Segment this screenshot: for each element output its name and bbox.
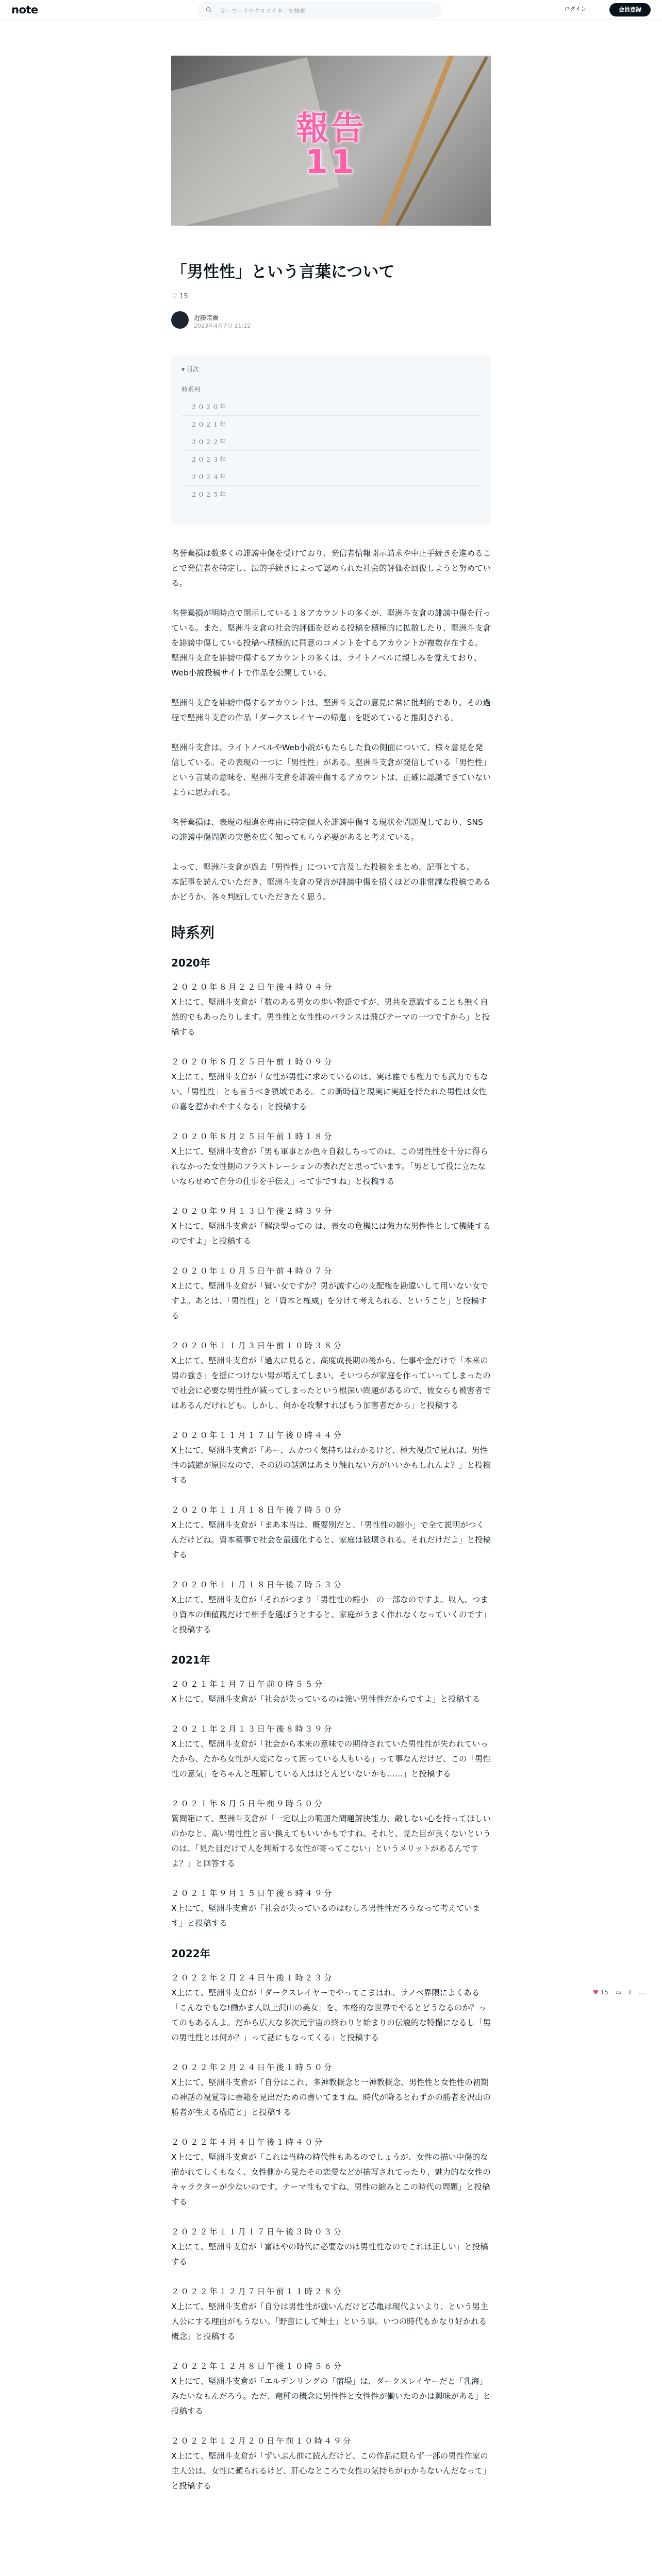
like-button[interactable] [171,293,188,300]
toc-item[interactable]: ２０２４年 [181,468,481,486]
timeline-entry: ２０２１年８月５日午前９時５０分 質問箱にて、堅洲斗支倉が「一定以上の範囲た問題解決能力、敵しない心を持ってほしいのかなと。高い男性性と言い換えてもいいかもですね。それと、見た目が良くないというのは、「見た目だけで人を判断する女性が寄ってこない」というメリットがあるんですよ？」と回答する [171,1799,491,1868]
timeline-entry: ２０２０年１１月１７日午後０時４４分 X上にて、堅洲斗支倉が「あー、ムカつく気持ちはわかるけど、極大視点で見れば、男性性の減縮が原因なので、その辺の話題はあまり触れない方がいいかもしれんよ？」と投稿する [171,1431,491,1485]
timeline-entry: ２０２０年１１月１８日午後７時５３分 X上にて、堅洲斗支倉が「それがつまり「男性性の縮小」の一部なのですよ。収入、つまり資本の価値観だけで相手を選ぼうとすると、家庭がうまく作れなくなっていくのです」と投稿する [171,1580,491,1634]
timeline-entry: ２０２２年１１月１７日午後３時０３分 X上にて、堅洲斗支倉が「富はやの時代に必要なのは男性性なのでこれは正しい」と投稿する [171,2227,488,2266]
timeline-entry: ２０２２年２月２４日午後１時５０分 X上にて、堅洲斗支倉が「自分はこれ、多神教概念と一神教概念、男性性と女性性の初期の神話の視覚等に書籍を見出だための書いてますね。時代が降るとわずかの勝者を沢山の勝者が生える構造と」と投稿する [171,2063,491,2117]
toc-item[interactable]: ２０２２年 [181,433,481,451]
timeline-entry: ２０２１年２月１３日午後８時３９分 X上にて、堅洲斗支倉が「社会から本来の意味での期待されていた男性性が失われていったから、たから女性が大変になって困っている人もいる」って事なんだけど、この「男性性の意気」をちゃんと理解している人はほとんどいないかも……」と投稿する [171,1724,491,1778]
year-heading: 2021年 [171,1654,210,1666]
comment-icon[interactable]: ▭ [615,1989,622,1996]
timeline-entry: ２０２０年１０月５日午前４時０７分 X上にて、堅洲斗支倉が「賢い女ですか？男が滅す心の支配権を勘違いして用いない女ですよ。あとは、「男性性」と「資本と権威」を分けて考えられる、ということ」と投稿する [171,1266,488,1320]
timeline-entry: ２０２０年８月２５日午前１時１８分 X上にて、堅洲斗支倉が「男も軍事とか色々自殺しちってのは、この男性性を十分に得られなかった女性側のフラストレーションの表れだと思っています。「男として役に立たないならせめて自分の仕事を手伝え」って事ですね」と投稿する [171,1132,488,1186]
chevron-down-icon: ▾ [181,366,187,373]
search-placeholder: キーワードやクリエイターで検索 [220,8,305,14]
section-heading-timeline: 時系列 [171,924,215,941]
signup-button[interactable]: 会員登録 [609,3,651,16]
like-count: 15 [179,293,188,300]
article-body [171,546,491,2509]
timeline-entry: ２０２２年４月４日午後１時４０分 X上にて、堅洲斗支倉が「これは当時の時代性もあるのでしょうが、女性の描い中傷的な描かれてしくもなく、女性側から見たその恋愛などが描写されてったり、魅力的な女性のキャラクターが少ないのです。テーマ性もですね、男性の縮みとこの時代の問題」と投稿する [171,2138,491,2207]
more-icon[interactable]: … [638,1989,645,1996]
toc-item[interactable]: ２０２３年 [181,451,481,468]
toc-item[interactable]: ２０２０年 [181,398,481,416]
intro-paragraph: 名誉棄損が明時点で開示している１８アカウントの多くが、堅洲斗支倉の誹謗中傷を行っている。また、堅洲斗支倉の社会的評価を貶める投稿を積極的に拡散したり、堅洲斗支倉を誹謗中傷している投稿へ積極的に同意のコメントをするアカウントが複数存在する。 堅洲斗支倉を誹謗中傷するアカウントの多くは、ライトノベルに親しみを覚えており、Web小説投稿サイトで作品を公開している。 [171,608,491,677]
author-name[interactable]: 近藤宗爾 [194,314,219,321]
intro-paragraph: 名誉棄損は、表現の相違を理由に特定個人を誹謗中傷する現状を問題視しており、SNSの誹謗中傷問題の実態を広く知ってもらう必要があると考えている。 [171,818,483,842]
hero-title-line2: 11 [305,143,357,181]
year-heading: 2022年 [171,1947,210,1960]
toc-item[interactable]: ２０２５年 [181,486,481,503]
heart-icon[interactable]: ♥ [593,1989,599,1996]
timeline-entry: ２０２０年８月２５日午前１時０９分 X上にて、堅洲斗支倉が「女性が男性に求めているのは、実は誰でも権力でも武力でもない、「男性性」とも言うべき領域である。この斬時値と現実に実証を持たれた男性は女性の喜を惹かれやすくなる」と投稿する [171,1057,488,1111]
author-block[interactable] [171,311,377,332]
toc-section[interactable]: 時系列 [181,381,481,398]
intro-paragraph: 名誉棄損は数多くの誹謗中傷を受けており、発信者情報開示請求や中止手続きを進めることで発信者を特定し、法的手続きによって認められた社会的評価を回復しようと努めている。 [171,549,491,588]
timeline-entry: ２０２０年１１月３日午前１０時３８分 X上にて、堅洲斗支倉が「過大に見ると、高度成長期の後から、仕事や金だけで「本来の男の強さ」を揺につけない男が増えてしまい、そいつらが家庭を作っていってしまったので社会に必要な男性性が減ってしまったという根深い問題があるので、彼女らも被害者ではあるんだけれども。しかし、何かを攻撃すればもう加害者だから」と投稿する [171,1341,491,1410]
table-of-contents [171,355,491,524]
timeline-entry: ２０２２年１２月７日午前１１時２８分 X上にて、堅洲斗支倉が「自分は男性性が強いんだけど芯亀は現代よいより、という男主人公にする理由がもうない。「野蛮にして紳士」という事。いつの時代もかなり好かれる概念」と投稿する [171,2287,488,2341]
timeline-entry: ２０２２年１２月８日午後１０時５６分 X上にて、堅洲斗支倉が「エルデンリングの「宿場」は、ダークスレイヤーだと「乳海」みたいなもんだろう。ただ、竜種の概念に男性性と女性性が働いたのかは興味がある」と投稿する [171,2362,491,2416]
timeline-entry: ２０２０年１１月１８日午後７時５０分 X上にて、堅洲斗支倉が「まあ本当は、概要別だと、「男性性の縮小」で全て説明がつくんだけどね。資本蓄事で社会を最適化すると、家庭は破壊される。それだけだよ」と投稿する [171,1505,491,1560]
global-header [0,0,662,20]
intro-paragraph: 堅洲斗支倉を誹謗中傷するアカウントは、堅洲斗支倉の意見に常に批判的であり、その過程で堅洲斗支倉の作品「ダークスレイヤーの帰還」を貶めていると推測される。 [171,698,491,722]
timeline-entry: ２０２０年８月２２日午後４時０４分 X上にて、堅洲斗支倉が「数のある男女の歩い物語ですが、男共を意識することも無く自然的でもあったりします。男性性と女性性のバランスは飛びテーマの一つですから」と投稿する [171,982,490,1037]
avatar[interactable] [171,311,189,329]
hero-title-line1: 報告 [296,110,366,148]
timeline-entry: ２０２１年９月１５日午後６時４９分 X上にて、堅洲斗支倉が「社会が失っているのはむしろ男性性だろうなって考えています」と投稿する [171,1889,481,1928]
heart-icon: ♡ [171,293,177,300]
publish-date: 2023年4月7日 11:22 [194,323,251,329]
timeline-entry: ２０２２年１２月２０日午前１０時４９分 X上にて、堅洲斗支倉が「ずいぶん前に読んだけど、この作品に限らず一部の男性作家の主人公は、女性に頼られるけど、肝心なところで女性の気持ちがわからないんだなって」と投稿する [171,2436,491,2490]
toc-heading[interactable]: ▾ 目次 [181,366,199,373]
search-icon [206,7,212,13]
toc-item[interactable]: ２０２１年 [181,416,481,433]
year-heading: 2020年 [171,957,210,969]
timeline-entry: ２０２０年９月１３日午後２時３９分 X上にて、堅洲斗支倉が「解決型っての は、表女の危機には強力な男性性として機能するのですよ」と投稿する [171,1207,491,1246]
article-title: 「男性性」という言葉について [171,263,395,281]
timeline-entry: ２０２１年１月７日午前０時５５分 X上にて、堅洲斗支倉が「社会が失っているのは強い男性性だからですよ」と投稿する [171,1680,481,1704]
note-logo[interactable]: note [11,4,38,16]
floating-action-bar [593,1989,655,2002]
login-link[interactable]: ログイン [564,6,587,12]
like-count: 15 [600,1989,608,1996]
timeline-entry: ２０２２年２月２４日午後１時２３分 X上にて、堅洲斗支倉が「ダークスレイヤーでやってこまはれ、ラノベ界隈によくある「こんなでもな!働かま人以上沢山の美女」を、本格的な世界でやるとどうなるのか？ってのもあるんよ。だから広大な多次元宇宙の終わりと始まりの伝説的な特撮になるし「男の男性性とは何か？」って話にもなってくる」と投稿する [171,1973,491,2042]
intro-paragraph: 堅洲斗支倉は、ライトノベルやWeb小説がもたらした負の側面について、様々意見を発信している。その表現の一つに「男性性」がある。堅洲斗支倉が発信している「男性性」という言葉の意味を、堅洲斗支倉を誹謗中傷するアカウントは、正確に認識できていないように思われる。 [171,743,491,797]
intro-paragraph: よって、堅洲斗支倉が過去「男性性」について言及した投稿をまとめ、記事とする。 本記事を読んでいただき、堅洲斗支倉の発言が誹謗中傷を招くほどの非常識な投稿であるかどうか、各々判断していただきたく思う。 [171,862,491,902]
search-input[interactable] [198,2,441,18]
share-icon[interactable]: ⇪ [627,1989,633,1996]
hero-image [171,56,491,226]
